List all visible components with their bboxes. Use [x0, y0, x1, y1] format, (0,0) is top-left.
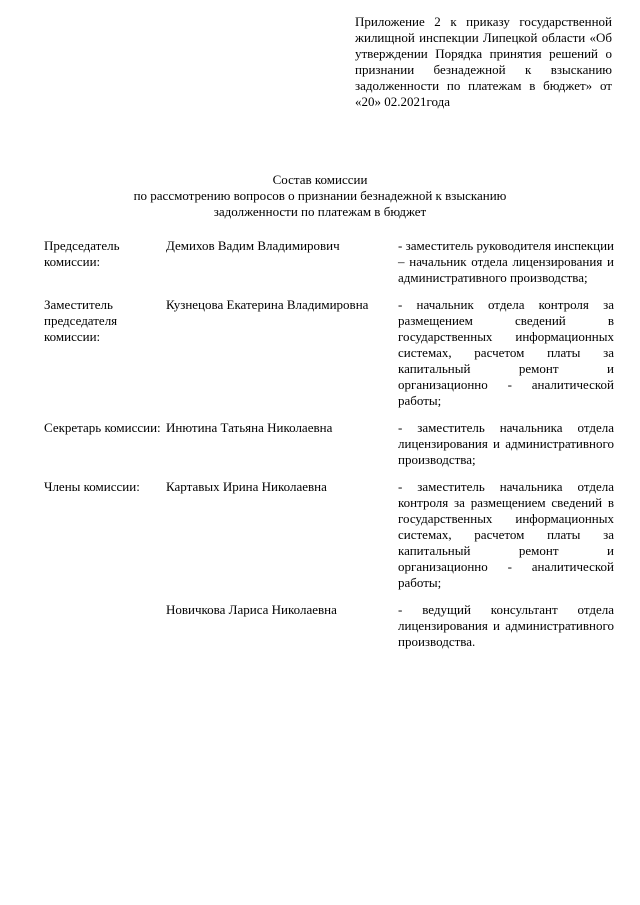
member-row-member-2: [44, 602, 614, 661]
member-role: Заместитель председателя комиссии:: [44, 297, 118, 344]
document-heading: [0, 172, 640, 220]
member-row-deputy-chairman: [44, 297, 614, 420]
member-name: Картавых Ирина Николаевна: [166, 479, 327, 494]
member-duty: - ведущий консультант отдела лицензирования и административного производства.: [398, 602, 614, 649]
member-duty: - заместитель руководителя инспекции – начальник отдела лицензирования и административного производства;: [398, 238, 614, 285]
member-row-secretary: [44, 420, 614, 479]
member-row-chairman: [44, 238, 614, 297]
member-role: Члены комиссии:: [44, 479, 140, 494]
heading-line-1: Состав комиссии: [272, 172, 368, 187]
member-name: Демихов Вадим Владимирович: [166, 238, 340, 253]
commission-members-table: [44, 238, 614, 661]
member-role: Секретарь комиссии:: [44, 420, 161, 435]
member-name: Инютина Татьяна Николаевна: [166, 420, 333, 435]
member-duty: - заместитель начальника отдела контроля за размещением сведений в государственных информационных системах, расчетом платы за капитальный ремонт и организационно - аналитической работы;: [398, 479, 614, 590]
heading-line-2: по рассмотрению вопросов о признании безнадежной к взысканию: [133, 188, 507, 203]
appendix-note: Приложение 2 к приказу государственной жилищной инспекции Липецкой области «Об утверждении Порядка принятия решений о признании безнадежной к взысканию задолженности по платежам в бюджет» от «20» 02.2021года: [355, 14, 612, 109]
member-name: Кузнецова Екатерина Владимировна: [166, 297, 369, 312]
heading-line-3: задолженности по платежам в бюджет: [213, 204, 427, 219]
member-role: Председатель комиссии:: [44, 238, 120, 269]
member-name: Новичкова Лариса Николаевна: [166, 602, 337, 617]
member-row-member-1: [44, 479, 614, 602]
member-duty: - заместитель начальника отдела лицензирования и административного производства;: [398, 420, 614, 467]
member-duty: - начальник отдела контроля за размещением сведений в государственных информационных системах, расчетом платы за капитальный ремонт и организационно - аналитической работы;: [398, 297, 614, 408]
member-role: [44, 602, 166, 661]
